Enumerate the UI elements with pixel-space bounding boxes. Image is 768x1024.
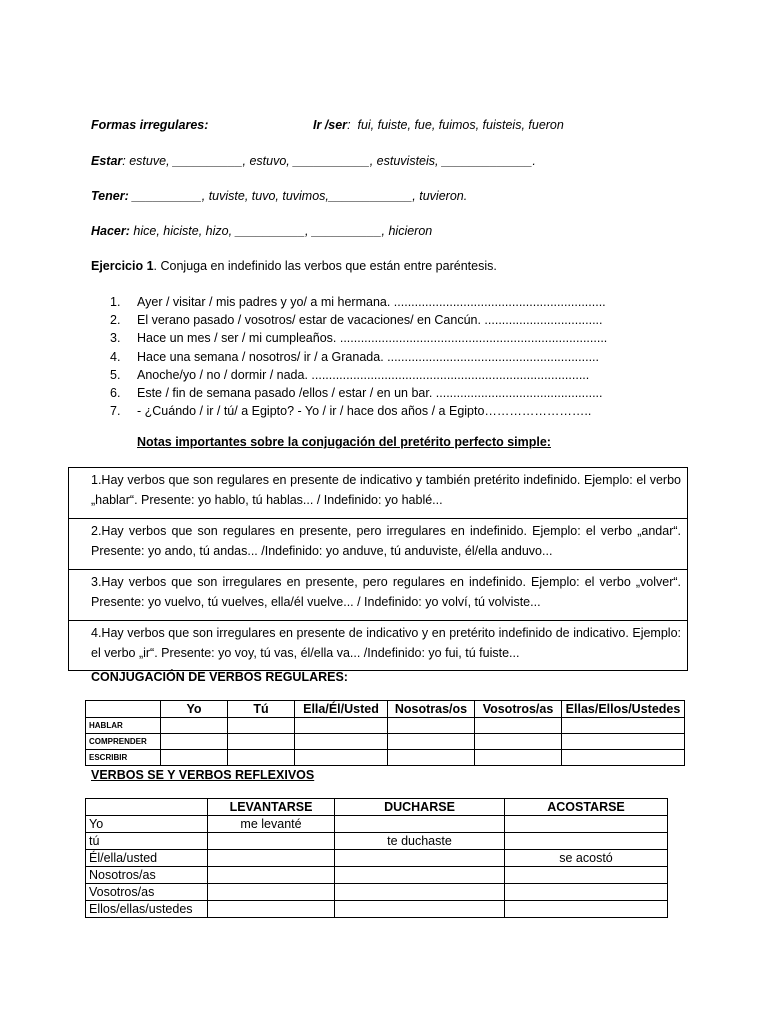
answer-cell[interactable] xyxy=(505,901,668,918)
notes-box xyxy=(68,467,688,671)
pronoun-cell: Yo xyxy=(86,816,208,833)
answer-cell[interactable] xyxy=(228,750,295,766)
table-header-cell: DUCHARSE xyxy=(335,799,505,816)
answer-cell[interactable] xyxy=(505,833,668,850)
table-row xyxy=(86,850,668,867)
table-header-cell: LEVANTARSE xyxy=(208,799,335,816)
table-header-cell: Ella/Él/Usted xyxy=(295,701,388,718)
ir-ser-forms: fui, fuiste, fue, fuimos, fuisteis, fueron xyxy=(357,118,564,132)
regular-table-title: CONJUGACIÓN DE VERBOS REGULARES: xyxy=(91,670,348,684)
estar-line: Estar: estuve, __________, estuvo, ___________, estuvisteis, _____________. xyxy=(91,154,536,168)
exercise-item xyxy=(110,348,607,366)
table-header-row xyxy=(86,701,685,718)
exercise-item xyxy=(110,293,607,311)
answer-cell[interactable] xyxy=(475,750,562,766)
notes-title: Notas importantes sobre la conjugación del pretérito perfecto simple: xyxy=(137,435,551,449)
answer-cell[interactable] xyxy=(295,734,388,750)
exercise-item xyxy=(110,329,607,347)
verb-label: HABLAR xyxy=(86,718,161,734)
answer-cell[interactable] xyxy=(228,718,295,734)
exercise-title: Ejercicio 1 xyxy=(91,259,154,273)
reflexive-table-title: VERBOS SE Y VERBOS REFLEXIVOS xyxy=(91,768,315,782)
verb-label: COMPRENDER xyxy=(86,734,161,750)
exercise-item xyxy=(110,402,607,420)
answer-cell[interactable] xyxy=(208,833,335,850)
exercise-item-text: Anoche/yo / no / dormir / nada. ................................................................................ xyxy=(137,367,590,382)
table-header-cell: Vosotros/as xyxy=(475,701,562,718)
tener-line xyxy=(91,189,467,203)
table-header-cell: Nosotras/os xyxy=(388,701,475,718)
answer-cell[interactable] xyxy=(295,750,388,766)
note-item: 1.Hay verbos que son regulares en presente de indicativo y también pretérito indefinido. Ejemplo: el verbo „hablar“. Presente: yo hablo, tú hablas... / Indefinido: yo hablé... xyxy=(69,468,687,519)
answer-cell[interactable] xyxy=(505,867,668,884)
table-header-cell: Tú xyxy=(228,701,295,718)
note-item: 4.Hay verbos que son irregulares en presente de indicativo y en pretérito indefinido de indicativo. Ejemplo: el verbo „ir“. Presente: yo voy, tú vas, él/ella va... /Indefinido: yo fui, tú fuiste... xyxy=(91,626,681,660)
ir-ser-label: Ir /ser xyxy=(313,118,348,132)
exercise-item xyxy=(110,384,607,402)
answer-cell[interactable] xyxy=(228,734,295,750)
exercise-item-text: - ¿Cuándo / ir / tú/ a Egipto? - Yo / ir / hace dos años / a Egipto…………………….. xyxy=(137,404,592,419)
exercise-instruction: . Conjuga en indefinido las verbos que están entre paréntesis. xyxy=(153,259,497,273)
answer-cell[interactable] xyxy=(161,750,228,766)
verb-label: ESCRIBIR xyxy=(86,750,161,766)
answer-cell[interactable]: se acostó xyxy=(505,850,668,867)
table-header-cell: Yo xyxy=(161,701,228,718)
exercise-item-text: Ayer / visitar / mis padres y yo/ a mi hermana. ............................................................. xyxy=(137,295,606,309)
exercise-heading xyxy=(91,259,497,273)
exercise-item-number: 3. xyxy=(110,331,121,346)
answer-cell[interactable] xyxy=(388,718,475,734)
answer-cell[interactable] xyxy=(335,850,505,867)
answer-cell[interactable] xyxy=(161,734,228,750)
answer-cell[interactable] xyxy=(208,867,335,884)
pronoun-cell: Nosotros/as xyxy=(86,867,208,884)
table-row xyxy=(86,901,668,918)
exercise-item-text: El verano pasado / vosotros/ estar de vacaciones/ en Cancún. .................................. xyxy=(137,313,603,328)
answer-cell[interactable] xyxy=(475,718,562,734)
table-row xyxy=(86,750,685,766)
answer-cell[interactable]: me levanté xyxy=(208,816,335,833)
pronoun-cell: Vosotros/as xyxy=(86,884,208,901)
answer-cell[interactable] xyxy=(208,884,335,901)
pronoun-cell: Ellos/ellas/ustedes xyxy=(86,901,208,918)
note-item: 2.Hay verbos que son regulares en presente, pero irregulares en indefinido. Ejemplo: el verbo „andar“. Presente: yo ando, tú andas... /Indefinido: yo anduve, tú anduviste, él/ella anduvo... xyxy=(69,519,687,570)
exercise-item-text: Hace una semana / nosotros/ ir / a Granada. ............................................................. xyxy=(137,349,599,364)
answer-cell[interactable] xyxy=(388,750,475,766)
irregular-title: Formas irregulares: xyxy=(91,118,209,132)
table-row xyxy=(86,734,685,750)
answer-cell[interactable] xyxy=(295,718,388,734)
table-row xyxy=(86,816,668,833)
answer-cell[interactable]: te duchaste xyxy=(335,833,505,850)
exercise-item-number: 1. xyxy=(110,295,121,309)
estar-forms: estuve, __________, estuvo, ___________, estuvisteis, _____________. xyxy=(129,154,536,168)
exercise-item-number: 6. xyxy=(110,385,121,400)
answer-cell[interactable] xyxy=(562,718,685,734)
exercise-item xyxy=(110,311,607,329)
answer-cell[interactable] xyxy=(335,884,505,901)
exercise-item-number: 5. xyxy=(110,367,121,382)
exercise-item-number: 7. xyxy=(110,404,121,419)
answer-cell[interactable] xyxy=(505,884,668,901)
estar-label: Estar xyxy=(91,154,123,168)
table-header-row xyxy=(86,799,668,816)
table-row xyxy=(86,833,668,850)
ir-ser-line: Ir /ser: fui, fuiste, fue, fuimos, fuisteis, fueron xyxy=(313,118,564,132)
hacer-label: Hacer: xyxy=(91,224,130,238)
table-row xyxy=(86,718,685,734)
exercise-item-text: Hace un mes / ser / mi cumpleaños. ............................................................................. xyxy=(137,331,608,346)
table-header-cell: Ellas/Ellos/Ustedes xyxy=(562,701,685,718)
tener-label: Tener: xyxy=(91,189,129,203)
answer-cell[interactable] xyxy=(161,718,228,734)
hacer-forms: hice, hiciste, hizo, __________, __________, hicieron xyxy=(133,224,433,238)
tener-forms: __________, tuviste, tuvo, tuvimos,____________, tuvieron. xyxy=(132,189,468,203)
hacer-line xyxy=(91,224,432,238)
table-header-cell xyxy=(86,799,208,816)
pronoun-cell: tú xyxy=(86,833,208,850)
answer-cell[interactable] xyxy=(335,867,505,884)
table-header-cell: ACOSTARSE xyxy=(505,799,668,816)
answer-cell[interactable] xyxy=(562,734,685,750)
table-row xyxy=(86,884,668,901)
answer-cell[interactable] xyxy=(208,901,335,918)
exercise-list xyxy=(110,293,607,420)
pronoun-cell: Él/ella/usted xyxy=(86,850,208,867)
answer-cell[interactable] xyxy=(475,734,562,750)
answer-cell[interactable] xyxy=(335,816,505,833)
answer-cell[interactable] xyxy=(562,750,685,766)
exercise-item-text: Este / fin de semana pasado /ellos / estar / en un bar. ................................................ xyxy=(137,385,603,400)
exercise-item-number: 4. xyxy=(110,349,121,364)
answer-cell[interactable] xyxy=(388,734,475,750)
reflexive-verbs-table xyxy=(85,798,668,918)
answer-cell[interactable] xyxy=(208,850,335,867)
answer-cell[interactable] xyxy=(335,901,505,918)
table-row xyxy=(86,867,668,884)
exercise-item xyxy=(110,366,607,384)
exercise-item-number: 2. xyxy=(110,313,121,328)
table-header-cell xyxy=(86,701,161,718)
answer-cell[interactable] xyxy=(505,816,668,833)
note-item: 3.Hay verbos que son irregulares en presente, pero regulares en indefinido. Ejemplo: el verbo „volver“. Presente: yo vuelvo, tú vuelves, ella/él vuelve... / Indefinido: yo volví, tú volviste... xyxy=(69,570,687,621)
regular-conjugation-table xyxy=(85,700,685,766)
